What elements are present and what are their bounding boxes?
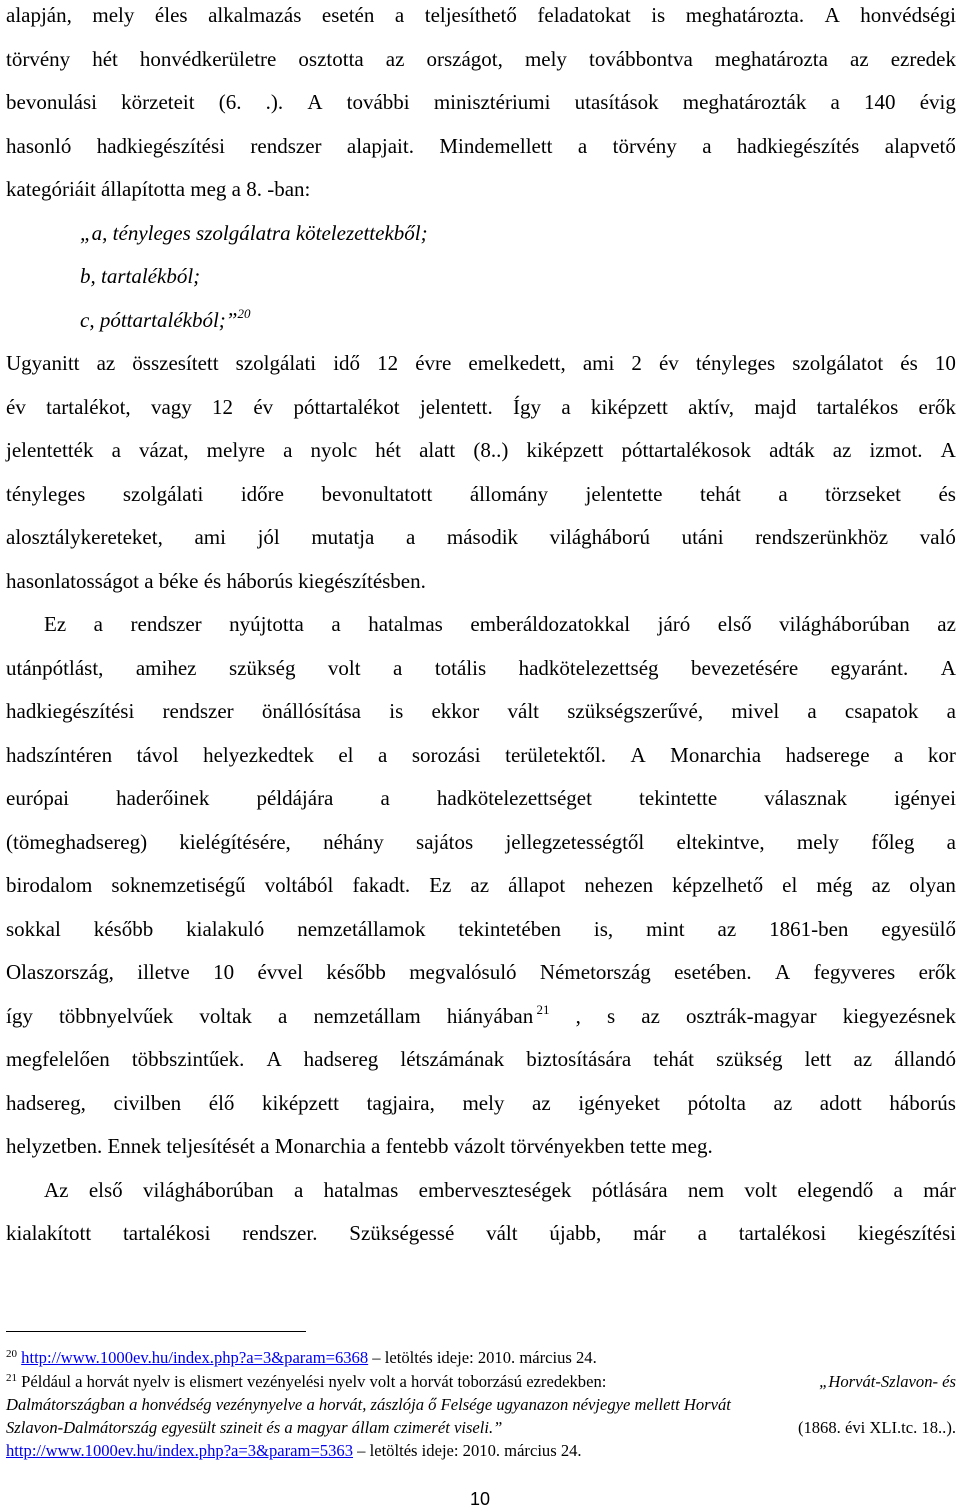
body-line: utánpótlást, amihez szükség volt a totális hadkötelezettség bevezetésére egyaránt. A [6, 655, 956, 680]
body-line: alosztálykereteket, ami jól mutatja a második világháború utáni rendszerünkhöz való [6, 525, 956, 549]
body-line: tényleges szolgálati időre bevonultatott állomány jelentette tehát a törzseket és [6, 481, 956, 506]
body-line: alapján, mely éles alkalmazás esetén a teljesíthető feladatokat is meghatározta. A honvédségi [6, 3, 956, 27]
body-line: Ez a rendszer nyújtotta a hatalmas emberáldozatokkal járó első világháborúban az [44, 612, 956, 636]
body-line: c, póttartalékból;”$^{20}$ [80, 305, 251, 332]
body-line: kialakított tartalékosi rendszer. Szükségessé vált újabb, már a tartalékosi kiegészítési [6, 1221, 956, 1245]
footnote-citation: (1868. évi XLI.tc. 18..). [797, 1418, 956, 1437]
body-line: hasonló hadkiegészítési rendszer alapjait. Mindemellett a törvény a hadkiegészítés alapvető [6, 133, 956, 158]
body-line: helyzetben. Ennek teljesítését a Monarchia a fentebb vázolt törvényekben tette meg. [6, 1134, 713, 1158]
body-line: Az első világháborúban a hatalmas emberveszteségek pótlására nem volt elegendő a már [44, 1177, 956, 1202]
body-line: hadszíntéren távol helyezkedtek el a sorozási területektől. A Monarchia hadserege a kor [6, 742, 956, 767]
footnote-21-line1 [6, 1372, 956, 1392]
body-line: jelentették a vázat, melyre a nyolc hét alatt (8..) kiképzett póttartalékosok adták az izmot. A [6, 438, 956, 462]
footnote-text: Például a horvát nyelv is elismert vezényelési nyelv volt a horvát toborzású ezredekben: [21, 1372, 607, 1391]
body-line: bevonulási körzeteit (6. .). A további minisztériumi utasítások meghatározták a 140 évig [6, 90, 956, 114]
body-line: így többnyelvűek voltak a nemzetállam hiányában $^{21}$ , s az osztrák-magyar kiegyezésnek [6, 1001, 956, 1028]
footnote-separator [6, 1331, 306, 1332]
page-number: 10 [469, 1489, 491, 1509]
body-line: hasonlatosságot a béke és háborús kiegészítésben. [6, 568, 426, 593]
footnote-link[interactable]: http://www.1000ev.hu/index.php?a=3&param=5363 [6, 1441, 353, 1460]
footnote-link[interactable]: http://www.1000ev.hu/index.php?a=3&param=6368 [21, 1348, 369, 1367]
body-line: kategóriáit állapította meg a 8. -ban: [6, 177, 311, 201]
body-line: megfelelően többszintűek. A hadsereg létszámának biztosítására tehát szükség lett az állandó [6, 1047, 956, 1071]
body-line: sokkal később kialakuló nemzetállamok tekintetében is, mint az 1861-ben egyesülő [6, 916, 956, 941]
footnote-access-date: – letöltés ideje: 2010. március 24. [368, 1348, 597, 1367]
footnote-21-line2 [6, 1395, 956, 1415]
footnote-number: 21 [6, 1372, 17, 1384]
body-line: Ugyanitt az összesített szolgálati idő 12 évre emelkedett, ami 2 év tényleges szolgálatot és 10 [6, 351, 956, 375]
footnote-quote: Szlavon-Dalmátország egyesült szineit és a magyar állam czimerét viseli.” [6, 1418, 503, 1437]
body-line: európai haderőinek példájára a hadkötelezettséget tekintette válasznak igényei [6, 786, 956, 810]
footnote-quote: „Horvát-Szlavon- és [819, 1372, 956, 1391]
body-line: (tömeghadsereg) kielégítésére, néhány sajátos jellegzetességtől eltekintve, mely főleg a [6, 829, 956, 854]
footnote-quote: Dalmátországban a honvédség vezénynyelve a horvát, zászlója ő Felsége ugyanazon névjegye mellett Horvát [6, 1395, 731, 1414]
footnote-reference: 20 [237, 305, 251, 321]
body-line: hadkiegészítési rendszer önállósítása is ekkor vált szükségszerűvé, mivel a csapatok a [6, 699, 956, 723]
footnote-20 [6, 1348, 956, 1368]
body-line: hadsereg, civilben élő kiképzett tagjaira, mely az igényeket pótolta az adott háborús [6, 1090, 956, 1115]
footnote-number: 20 [6, 1348, 17, 1360]
footnote-21-line4 [6, 1441, 956, 1461]
body-line: törvény hét honvédkerületre osztotta az országot, mely továbbontva meghatározta az ezredek [6, 46, 956, 71]
footnote-access-date: – letöltés ideje: 2010. március 24. [353, 1441, 582, 1460]
body-line: b, tartalékból; [80, 264, 201, 288]
body-line: „a, tényleges szolgálatra kötelezettekből; [80, 220, 428, 245]
body-line: Olaszország, illetve 10 évvel később megvalósuló Németország esetében. A fegyveres erők [6, 960, 956, 984]
footnote-reference: 21 [533, 1001, 550, 1017]
footnote-21-line3 [6, 1418, 956, 1438]
body-line: év tartalékot, vagy 12 év póttartalékot jelentett. Így a kiképzett aktív, majd tartalékos erők [6, 394, 956, 419]
body-line: birodalom soknemzetiségű voltából fakadt. Ez az állapot nehezen képzelhető el még az olyan [6, 873, 956, 897]
